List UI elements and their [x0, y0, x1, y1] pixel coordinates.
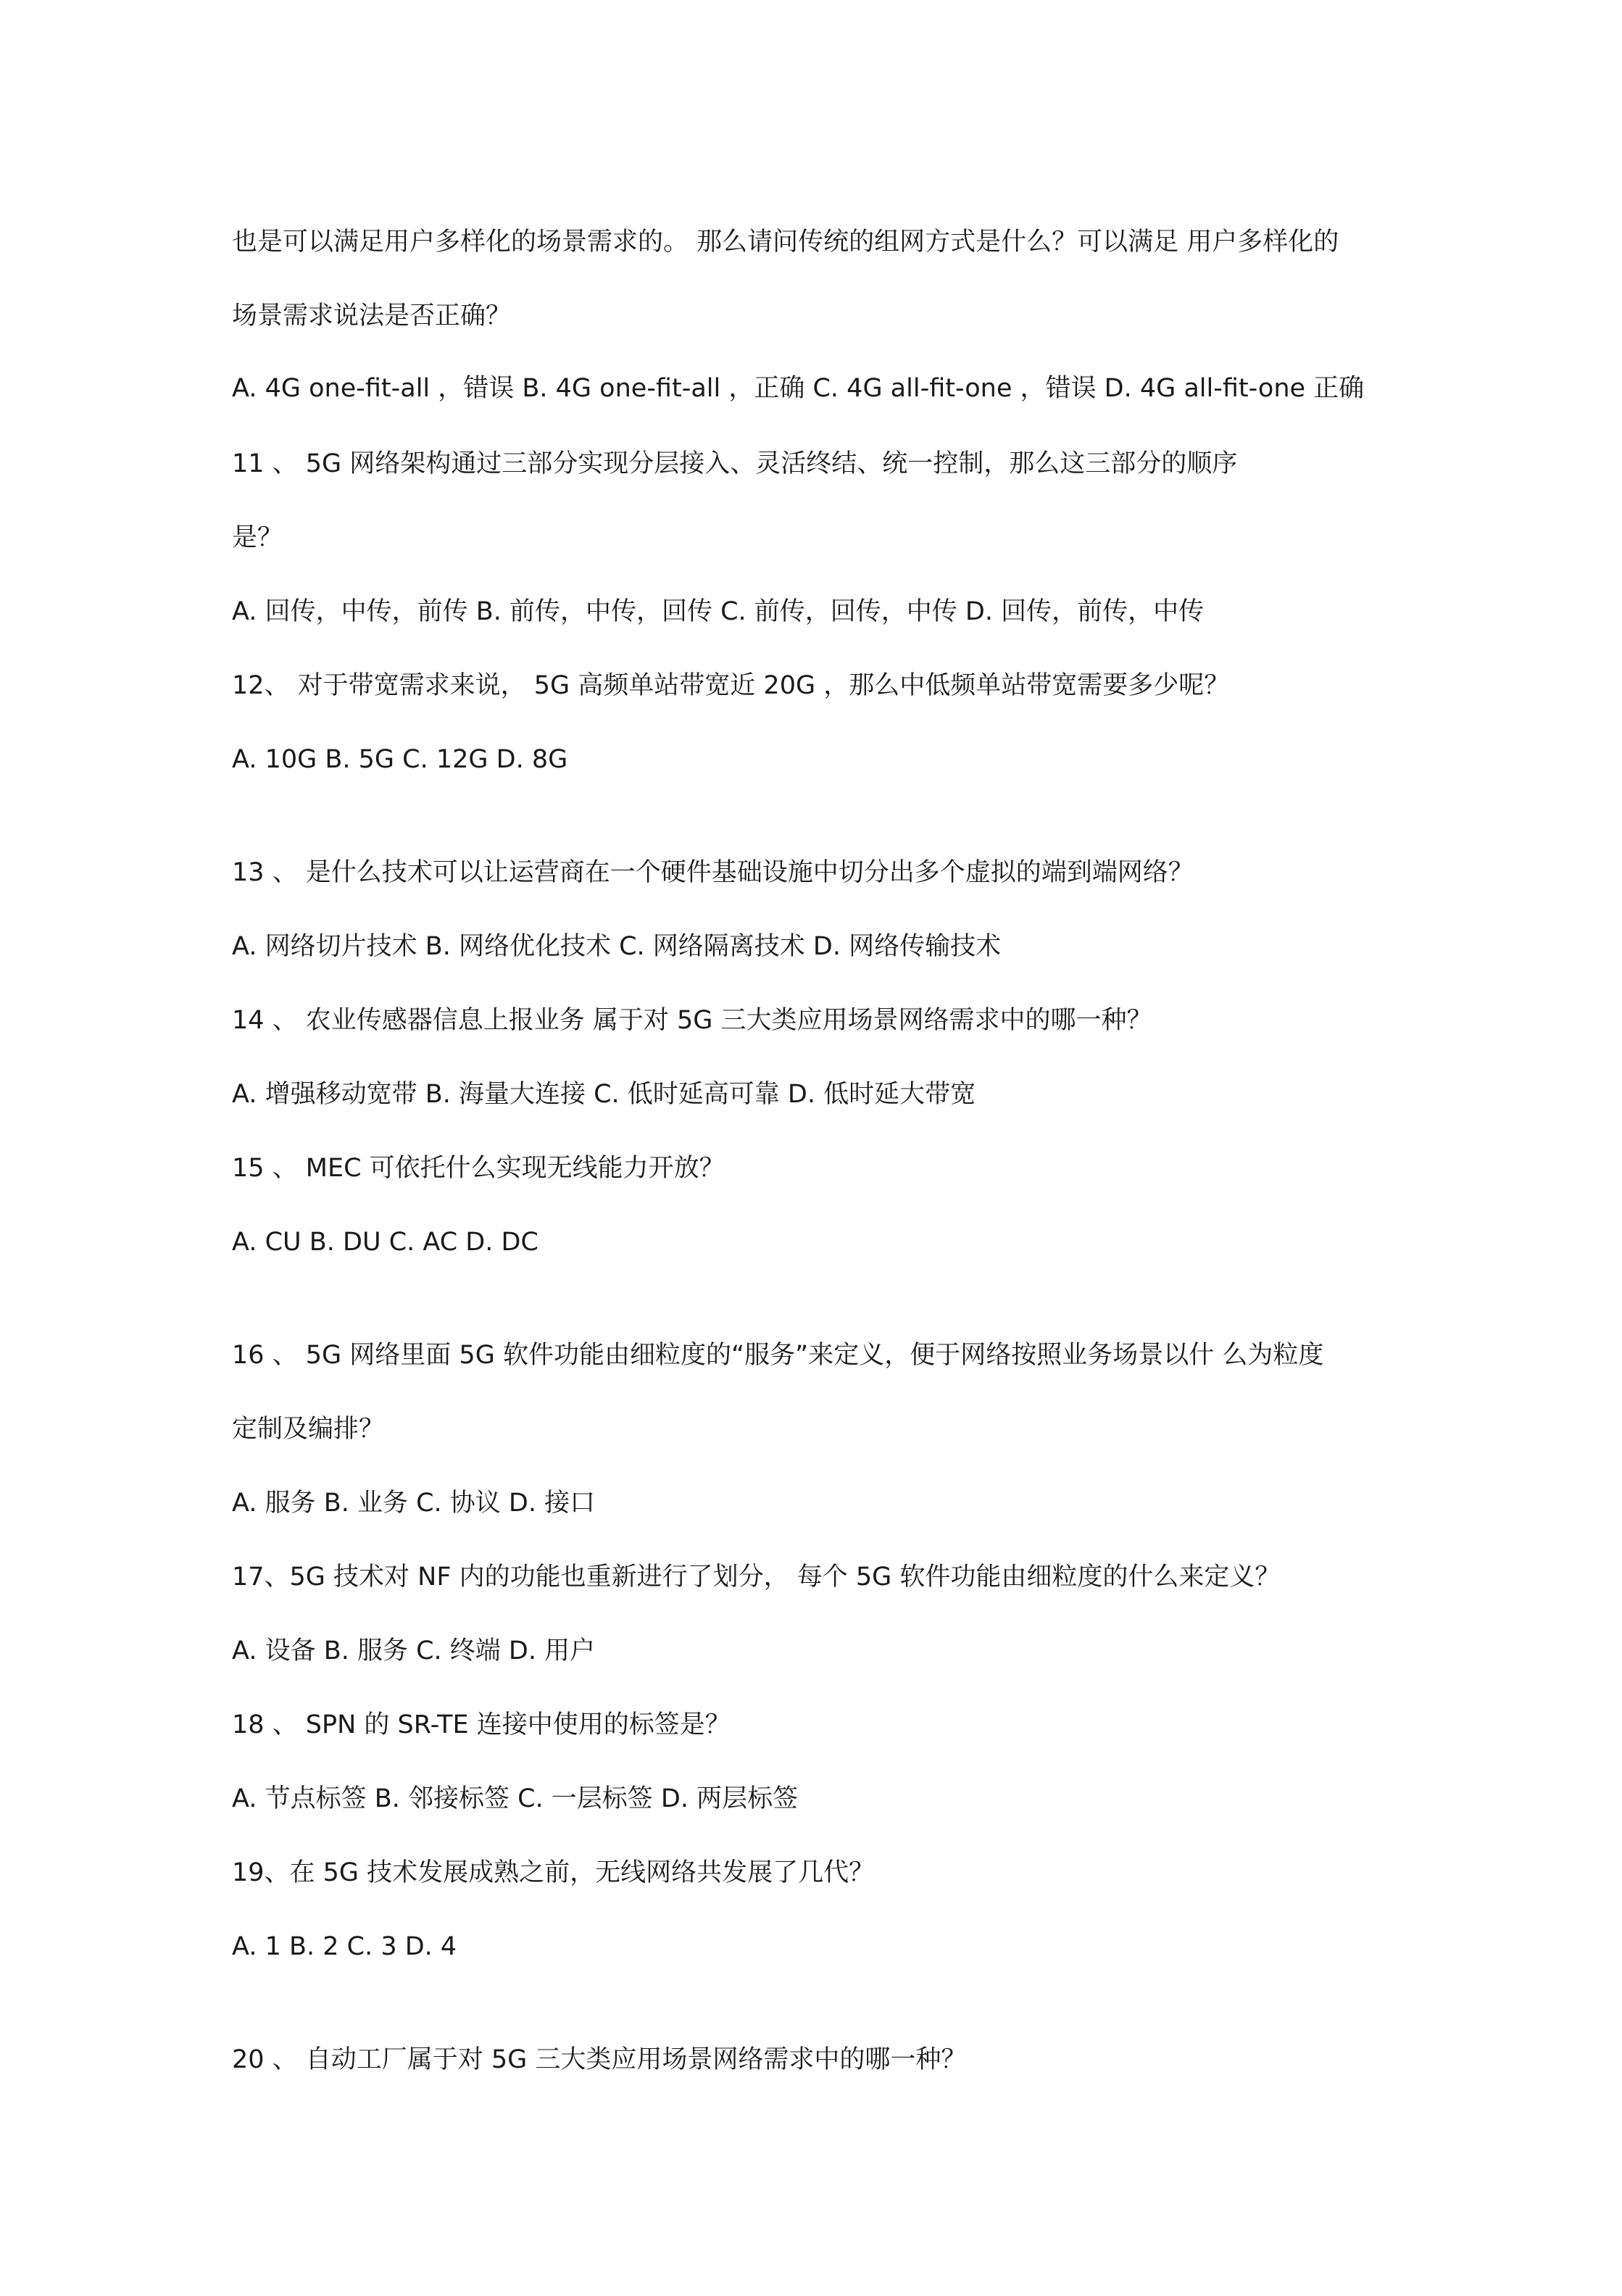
text-line: 也是可以满足用户多样化的场景需求的。 那么请问传统的组网方式是什么？可以满足 用户多样化的 — [232, 228, 1339, 257]
text-line: 18 、 SPN 的 SR-TE 连接中使用的标签是？ — [232, 1710, 731, 1739]
text-line: 20 、 自动工厂属于对 5G 三大类应用场景网络需求中的哪一种？ — [232, 2045, 967, 2074]
text-line: A. 服务 B. 业务 C. 协议 D. 接口 — [232, 1489, 596, 1518]
text-line: A. 1 B. 2 C. 3 D. 4 — [232, 1932, 457, 1961]
text-line: 定制及编排？ — [232, 1415, 385, 1444]
text-line: A. 增强移动宽带 B. 海量大连接 C. 低时延高可靠 D. 低时延大带宽 — [232, 1080, 976, 1109]
text-line: A. 节点标签 B. 邻接标签 C. 一层标签 D. 两层标签 — [232, 1784, 799, 1813]
text-line: A. 网络切片技术 B. 网络优化技术 C. 网络隔离技术 D. 网络传输技术 — [232, 932, 1002, 961]
text-line: 13 、 是什么技术可以让运营商在一个硬件基础设施中切分出多个虚拟的端到端网络？ — [232, 858, 1194, 887]
text-line: 是？ — [232, 523, 283, 552]
text-line: 场景需求说法是否正确？ — [232, 301, 512, 330]
text-line: 11 、 5G 网络架构通过三部分实现分层接入、灵活终结、统一控制，那么这三部分的顺序 — [232, 449, 1238, 478]
text-line: 19、在 5G 技术发展成熟之前，无线网络共发展了几代？ — [232, 1858, 875, 1887]
text-line: A. 设备 B. 服务 C. 终端 D. 用户 — [232, 1636, 596, 1665]
text-line: A. 4G one-fit-all ，错误 B. 4G one-fit-all ，正确 C. 4G all-fit-one ，错误 D. 4G all-fit-one 正确 — [232, 374, 1365, 403]
text-line: A. 回传，中传，前传 B. 前传，中传，回传 C. 前传，回传，中传 D. 回传，前传，中传 — [232, 597, 1205, 626]
text-line: 17、5G 技术对 NF 内的功能也重新进行了划分， 每个 5G 软件功能由细粒度的什么来定义？ — [232, 1563, 1281, 1592]
text-line: A. CU B. DU C. AC D. DC — [232, 1228, 538, 1257]
text-line: 15 、 MEC 可依托什么实现无线能力开放？ — [232, 1154, 725, 1183]
text-line: 16 、 5G 网络里面 5G 软件功能由细粒度的“服务”来定义，便于网络按照业务场景以什 么为粒度 — [232, 1341, 1324, 1370]
text-line: 14 、 农业传感器信息上报业务 属于对 5G 三大类应用场景网络需求中的哪一种？ — [232, 1006, 1152, 1035]
text-line: A. 10G B. 5G C. 12G D. 8G — [232, 745, 568, 774]
text-line: 12、 对于带宽需求来说， 5G 高频单站带宽近 20G ，那么中低频单站带宽需要多少呢？ — [232, 671, 1230, 700]
